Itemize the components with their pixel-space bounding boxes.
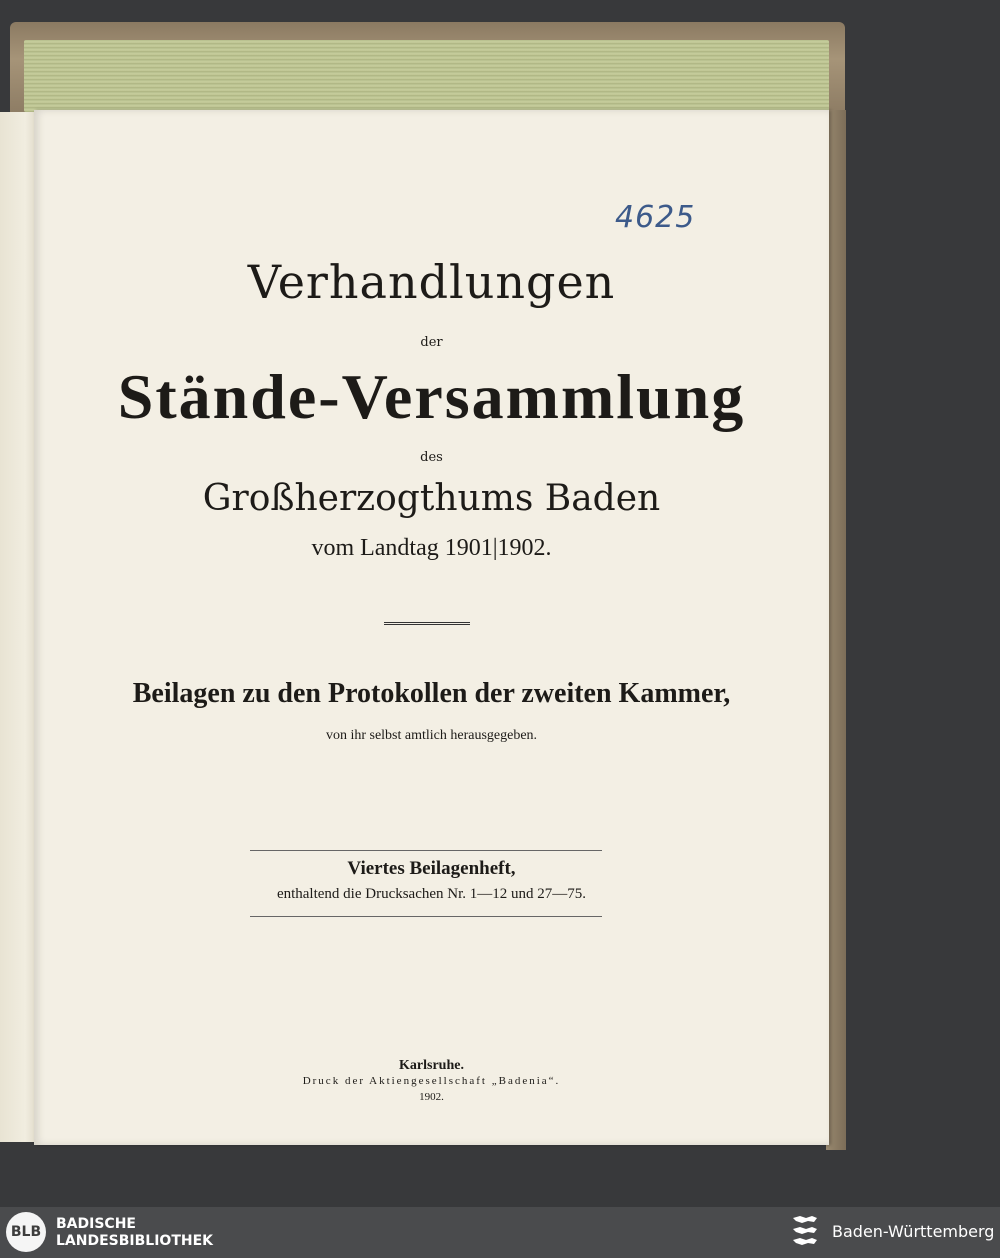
- title-verhandlungen: Verhandlungen: [247, 255, 616, 309]
- imprint-place: Karlsruhe.: [399, 1058, 464, 1073]
- blb-logo[interactable]: BLB: [6, 1212, 46, 1252]
- handwritten-shelfmark: 4625: [615, 200, 696, 235]
- divider-bottom: [250, 916, 602, 917]
- title-des: des: [420, 450, 443, 465]
- volume-contents: enthaltend die Drucksachen Nr. 1—12 und 27—75.: [276, 886, 587, 902]
- page-edges: [24, 40, 829, 112]
- state-name[interactable]: Baden-Württemberg: [832, 1222, 995, 1241]
- subtitle: Beilagen zu den Protokollen der zweiten Kammer,: [132, 678, 731, 709]
- title-der: der: [420, 335, 443, 350]
- library-name-line1: BADISCHE: [56, 1216, 136, 1232]
- footer-bar: [0, 1207, 1000, 1258]
- title-grossherzogthum: Großherzogthums Baden: [202, 478, 661, 519]
- imprint-year: 1902.: [419, 1091, 444, 1103]
- divider-short: [384, 622, 470, 625]
- library-name-line2: LANDESBIBLIOTHEK: [56, 1233, 214, 1249]
- title-landtag: vom Landtag 1901|1902.: [311, 535, 552, 561]
- title-staende-versammlung: Stände-Versammlung: [117, 361, 746, 432]
- book-cover-side: [826, 110, 846, 1150]
- coat-of-arms-icon: [790, 1214, 820, 1250]
- library-name[interactable]: [56, 1216, 213, 1250]
- volume-title: Viertes Beilagenheft,: [347, 858, 516, 879]
- subtitle-note: von ihr selbst amtlich herausgegeben.: [325, 728, 538, 743]
- divider-top: [250, 850, 602, 851]
- imprint-printer: Druck der Aktiengesellschaft „Badenia“.: [302, 1075, 561, 1087]
